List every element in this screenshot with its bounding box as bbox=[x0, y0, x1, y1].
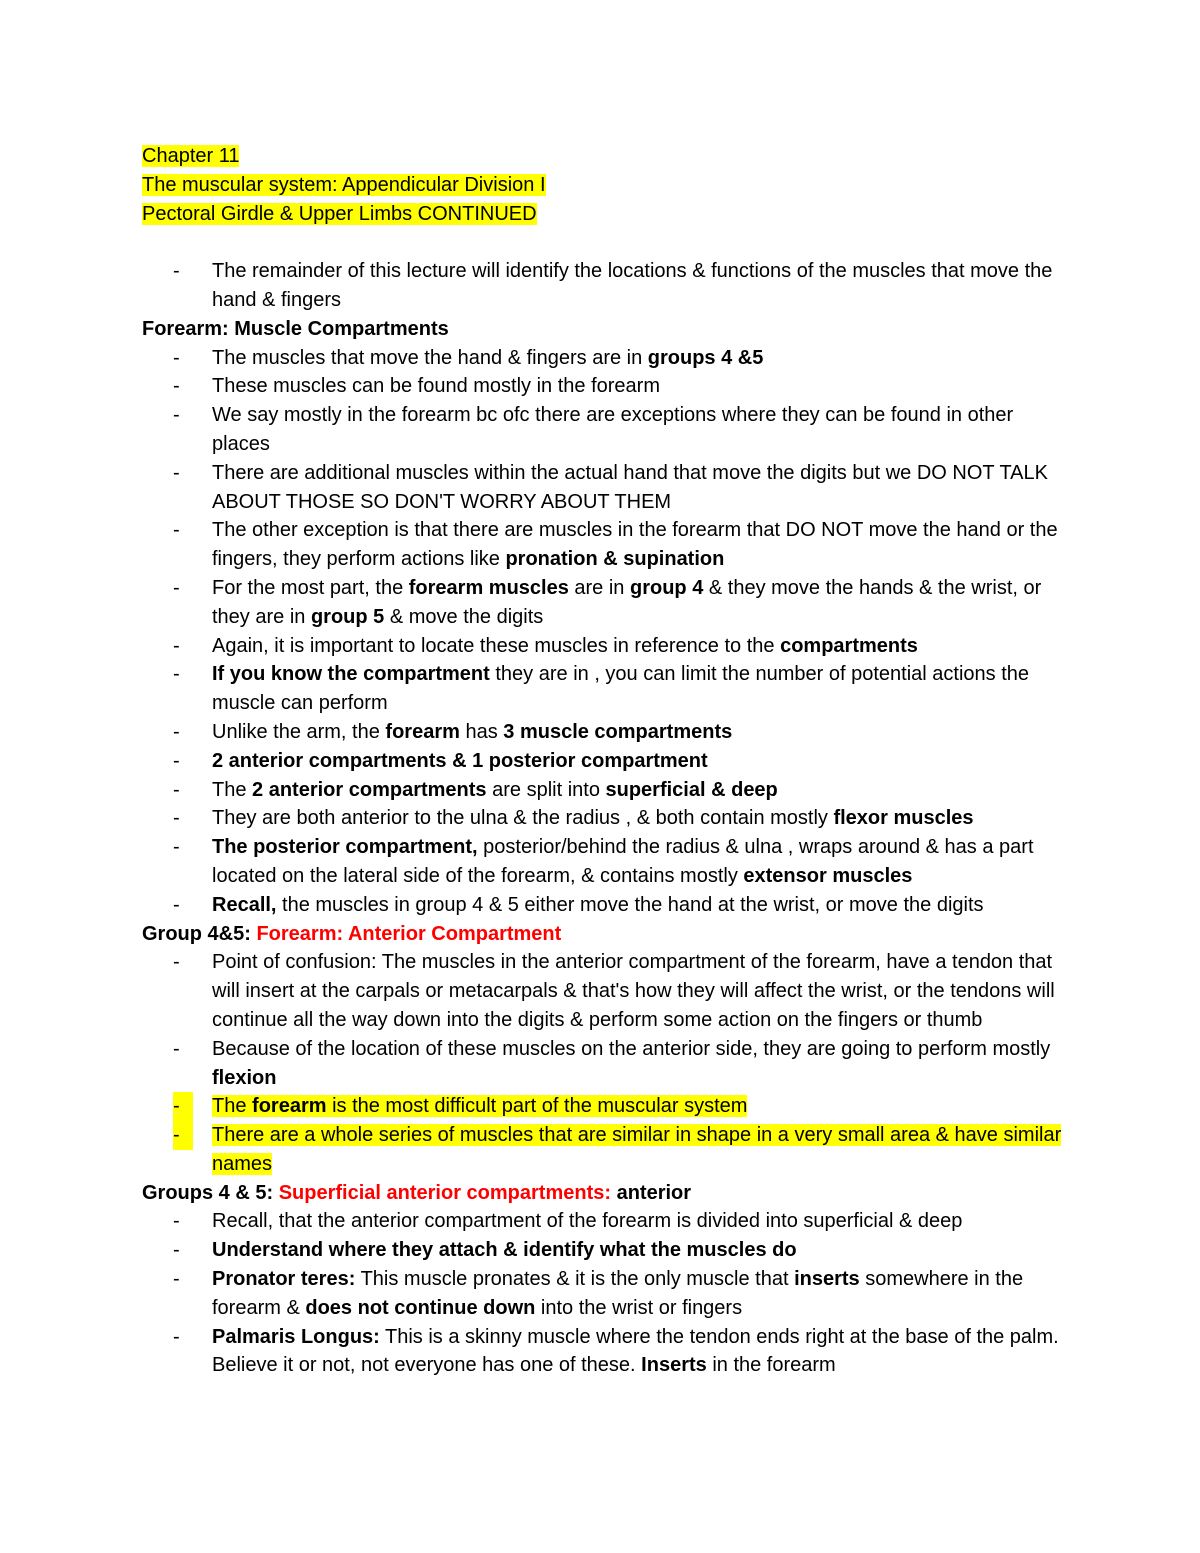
bullet-item bbox=[142, 718, 1072, 747]
bullet-item bbox=[142, 401, 1072, 459]
text-run: Again, it is important to locate these muscles in reference to the bbox=[212, 634, 781, 657]
bullet-text bbox=[212, 721, 732, 743]
bold-text: groups 4 &5 bbox=[647, 346, 764, 369]
bullet-text bbox=[212, 894, 984, 916]
text-run: Groups 4 & 5: bbox=[142, 1181, 279, 1204]
bullet-text bbox=[212, 663, 1029, 714]
section-bullet-list bbox=[142, 1207, 1072, 1380]
bullet-text bbox=[212, 577, 1041, 628]
bullet-item bbox=[142, 1323, 1072, 1381]
bullet-text bbox=[212, 260, 1052, 311]
bold-text: 2 anterior compartments & 1 posterior compartment bbox=[212, 749, 708, 772]
bullet-dash: - bbox=[173, 375, 180, 398]
bullet-text bbox=[212, 1326, 1059, 1377]
bullet-dash: - bbox=[173, 461, 180, 484]
bullet-item bbox=[142, 632, 1072, 661]
bullet-dash: - bbox=[173, 634, 180, 657]
text-run: posterior/behind the radius & ulna , wraps around & has a part located on the lateral side of the forearm, & contains mostly bbox=[212, 836, 1034, 887]
bullet-item bbox=[142, 948, 1072, 1034]
text-run: The other exception is that there are muscles in the forearm that DO NOT move the hand or the fingers, they perform actions like bbox=[212, 519, 1058, 571]
bold-text: inserts bbox=[794, 1268, 860, 1291]
text-run: They are both anterior to the ulna & the radius , & both contain mostly bbox=[212, 807, 834, 830]
bullet-item bbox=[142, 372, 1072, 401]
chapter-title: The muscular system: Appendicular Division I bbox=[142, 173, 546, 196]
section-heading bbox=[142, 920, 1072, 949]
bullet-text bbox=[212, 1268, 1023, 1319]
bullet-item bbox=[142, 747, 1072, 776]
bullet-dash: - bbox=[173, 749, 180, 772]
bold-text: flexion bbox=[212, 1066, 277, 1089]
text-run: are split into bbox=[486, 778, 606, 801]
text-run: The remainder of this lecture will identify the locations & functions of the muscles that move the hand & fingers bbox=[212, 260, 1053, 311]
bullet-item bbox=[142, 257, 1072, 315]
bullet-item bbox=[142, 344, 1072, 373]
bold-text: Inserts bbox=[641, 1354, 707, 1377]
bold-text: 2 anterior compartments bbox=[252, 778, 487, 801]
bullet-dash: - bbox=[173, 1239, 180, 1262]
bold-text: Recall, bbox=[212, 893, 277, 916]
bullet-text bbox=[212, 836, 1034, 887]
bullet-item bbox=[142, 1035, 1072, 1093]
bullet-text bbox=[212, 1124, 1061, 1175]
bold-text: Palmaris Longus: bbox=[212, 1325, 380, 1348]
text-run: Because of the location of these muscles on the anterior side, they are going to perform mostly bbox=[212, 1037, 1051, 1060]
bullet-dash: - bbox=[173, 1092, 193, 1121]
bold-text: compartments bbox=[780, 634, 918, 657]
bullet-text bbox=[212, 779, 778, 801]
bold-text: pronation & supination bbox=[505, 548, 725, 571]
bullet-dash: - bbox=[173, 836, 180, 859]
bullet-text bbox=[212, 347, 763, 369]
section-bullet-list bbox=[142, 344, 1072, 920]
bold-text: forearm bbox=[252, 1095, 327, 1118]
text-run: somewhere in the forearm & bbox=[212, 1268, 1024, 1319]
text-run: are in bbox=[568, 576, 630, 599]
chapter-subtitle: Pectoral Girdle & Upper Limbs CONTINUED bbox=[142, 202, 537, 225]
bullet-dash: - bbox=[173, 720, 180, 743]
bullet-dash: - bbox=[173, 1210, 180, 1233]
text-run: & move the digits bbox=[384, 605, 544, 628]
text-run: We say mostly in the forearm bc ofc there are exceptions where they can be found in other places bbox=[212, 404, 1014, 455]
text-run: into the wrist or fingers bbox=[535, 1296, 743, 1319]
text-run: For the most part, the bbox=[212, 576, 409, 599]
bullet-text bbox=[212, 951, 1055, 1031]
bullet-dash: - bbox=[173, 1121, 193, 1150]
bullet-dash: - bbox=[173, 1325, 180, 1348]
text-run: the muscles in group 4 & 5 either move the hand at the wrist, or move the digits bbox=[276, 893, 984, 916]
bullet-dash: - bbox=[173, 893, 180, 916]
bold-text: Understand where they attach & identify what the muscles do bbox=[212, 1239, 797, 1262]
text-run: There are additional muscles within the actual hand that move the digits but we DO NOT TALK ABOUT THOSE SO DON'T WORRY ABOUT THEM bbox=[212, 461, 1048, 513]
bullet-text bbox=[212, 750, 708, 772]
bullet-item bbox=[142, 1207, 1072, 1236]
text-run: Forearm: Muscle Compartments bbox=[142, 317, 449, 340]
bullet-dash: - bbox=[173, 1037, 180, 1060]
text-run: Point of confusion: The muscles in the anterior compartment of the forearm, have a tendon that will insert at the carpals or metacarpals & that's how they will affect the wrist, or the tendons will continue all the way down into the digits & perform some action on the fingers or thumb bbox=[212, 951, 1055, 1031]
text-run: These muscles can be found mostly in the forearm bbox=[212, 375, 660, 398]
section-heading bbox=[142, 315, 1072, 344]
bullet-dash: - bbox=[173, 519, 180, 542]
bold-text: The posterior compartment, bbox=[212, 836, 478, 859]
text-run: The bbox=[212, 1095, 253, 1118]
bold-text: If you know the compartment bbox=[212, 663, 490, 686]
bullet-dash: - bbox=[173, 260, 180, 283]
bullet-dash: - bbox=[173, 346, 180, 369]
bullet-item bbox=[142, 459, 1072, 517]
bold-text: forearm muscles bbox=[408, 576, 569, 599]
text-run: is the most difficult part of the muscular system bbox=[326, 1095, 748, 1118]
text-run: The bbox=[212, 778, 253, 801]
bold-text: extensor muscles bbox=[743, 864, 913, 887]
bullet-text bbox=[212, 1038, 1050, 1089]
text-run: Group 4&5: bbox=[142, 922, 257, 945]
bullet-text bbox=[212, 519, 1058, 570]
text-run: The muscles that move the hand & fingers are in bbox=[212, 346, 648, 369]
bullet-text bbox=[212, 1095, 747, 1117]
bullet-text bbox=[212, 635, 918, 657]
bullet-text bbox=[212, 1210, 962, 1232]
bold-text: group 4 bbox=[629, 576, 704, 599]
text-run: This muscle pronates & it is the only muscle that bbox=[355, 1268, 795, 1291]
bold-text: Pronator teres: bbox=[212, 1268, 356, 1291]
text-run: Forearm: Anterior Compartment bbox=[256, 922, 562, 945]
spacer bbox=[142, 228, 1072, 257]
bold-text: does not continue down bbox=[305, 1296, 536, 1319]
bullet-dash: - bbox=[173, 576, 180, 599]
bullet-text bbox=[212, 462, 1048, 513]
bullet-item bbox=[142, 804, 1072, 833]
bold-text: forearm bbox=[385, 720, 460, 743]
bold-text: superficial & deep bbox=[605, 778, 778, 801]
bullet-item bbox=[142, 891, 1072, 920]
text-run: Recall, that the anterior compartment of the forearm is divided into superficial & deep bbox=[212, 1210, 963, 1233]
bullet-item bbox=[142, 660, 1072, 718]
bullet-text bbox=[212, 375, 660, 397]
bold-text: 3 muscle compartments bbox=[503, 720, 733, 743]
bold-text: group 5 bbox=[310, 605, 385, 628]
text-run: Unlike the arm, the bbox=[212, 720, 386, 743]
bullet-item bbox=[142, 833, 1072, 891]
bullet-item bbox=[142, 516, 1072, 574]
text-run: Superficial anterior compartments: bbox=[278, 1181, 612, 1204]
bullet-dash: - bbox=[173, 1268, 180, 1291]
bullet-item bbox=[142, 1236, 1072, 1265]
bullet-dash: - bbox=[173, 951, 180, 974]
bullet-item bbox=[142, 574, 1072, 632]
text-run: anterior bbox=[611, 1181, 692, 1204]
bullet-dash: - bbox=[173, 663, 180, 686]
bold-text: flexor muscles bbox=[833, 807, 974, 830]
intro-bullet-list bbox=[142, 257, 1072, 315]
text-run: in the forearm bbox=[706, 1354, 836, 1377]
bullet-item bbox=[142, 1121, 1072, 1179]
text-run: & they move the hands & the wrist, or they are in bbox=[212, 576, 1042, 628]
bullet-text bbox=[212, 404, 1013, 455]
document-page bbox=[142, 142, 1072, 1380]
sections-container bbox=[142, 315, 1072, 1380]
bullet-item bbox=[142, 776, 1072, 805]
bullet-dash: - bbox=[173, 404, 180, 427]
section-bullet-list bbox=[142, 948, 1072, 1178]
chapter-number: Chapter 11 bbox=[142, 145, 240, 167]
text-run: they are in , you can limit the number of potential actions the muscle can perform bbox=[212, 663, 1030, 715]
bullet-dash: - bbox=[173, 807, 180, 830]
bullet-item bbox=[142, 1092, 1072, 1121]
text-run: This is a skinny muscle where the tendon ends right at the base of the palm. Believe it or not, not everyone has one of these. bbox=[212, 1325, 1059, 1377]
bullet-item bbox=[142, 1265, 1072, 1323]
bullet-text bbox=[212, 1239, 797, 1261]
bullet-dash: - bbox=[173, 778, 180, 801]
text-run: has bbox=[459, 720, 504, 743]
text-run: There are a whole series of muscles that are similar in shape in a very small area & have similar names bbox=[212, 1124, 1062, 1175]
section-heading bbox=[142, 1179, 1072, 1208]
bullet-text bbox=[212, 807, 974, 829]
